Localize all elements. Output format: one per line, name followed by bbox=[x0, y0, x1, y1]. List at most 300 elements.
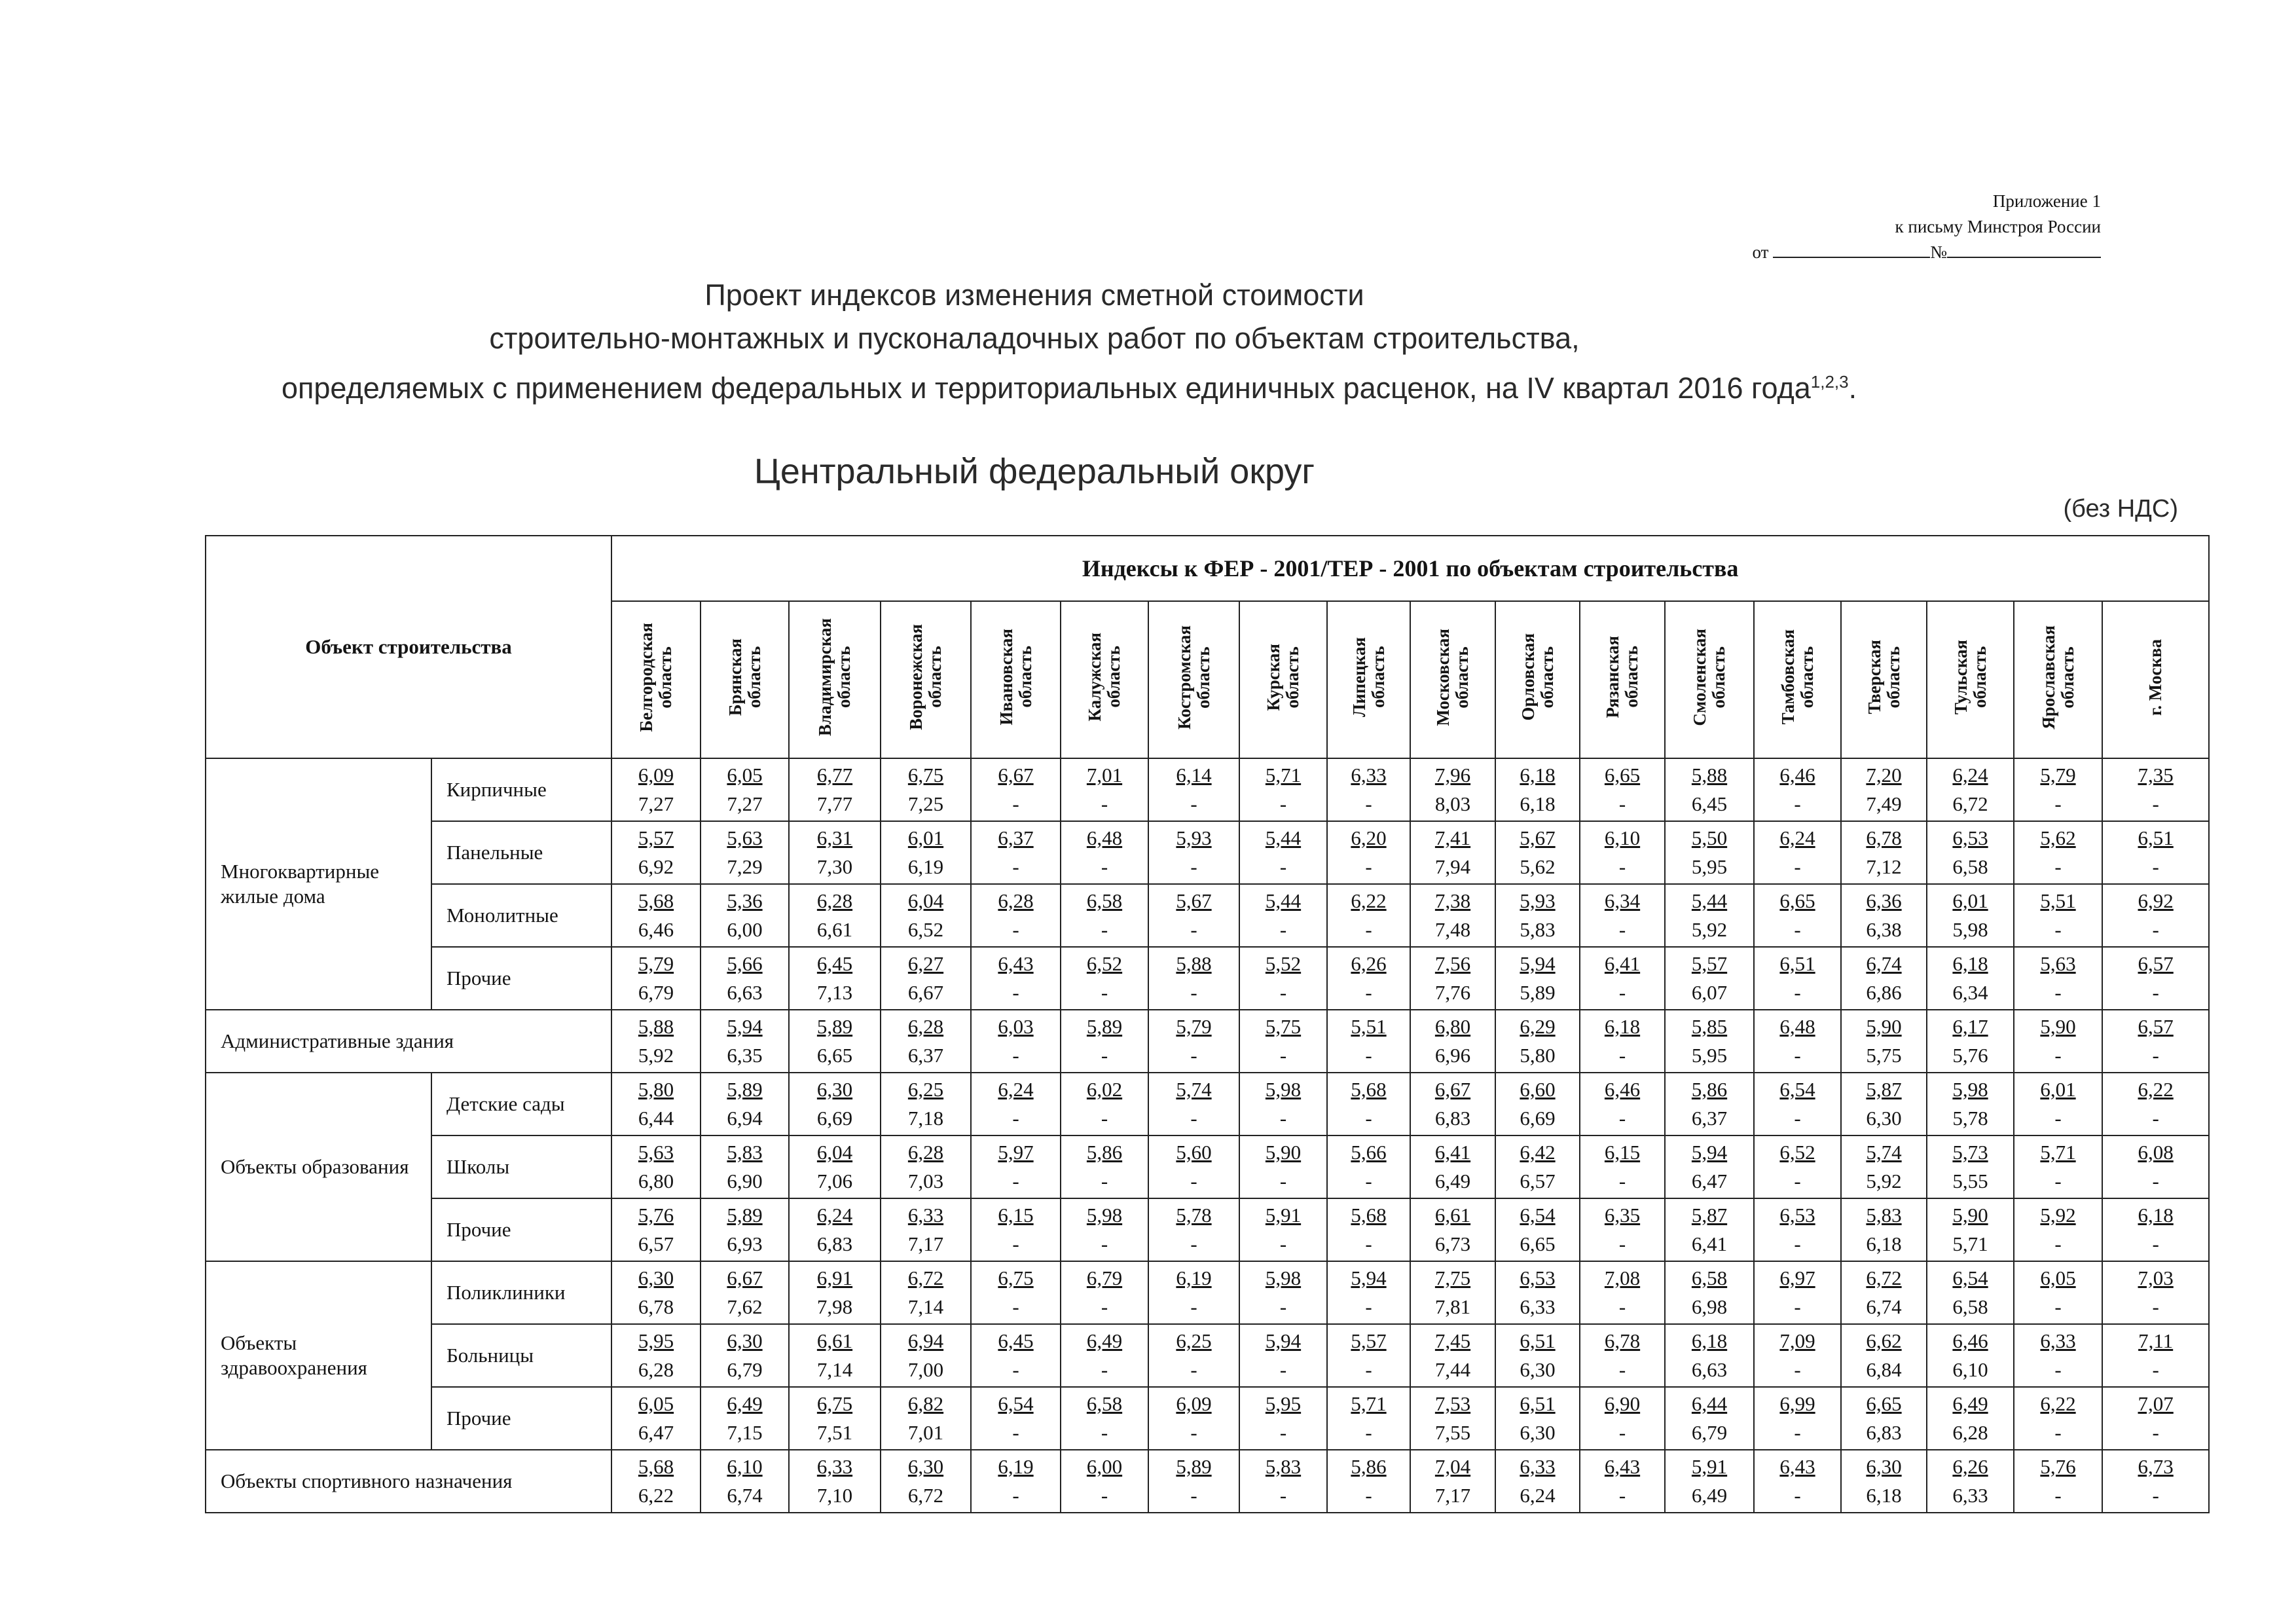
fer-index-value: 6,33 bbox=[1520, 1455, 1556, 1478]
region-header-11 bbox=[1580, 601, 1665, 758]
index-cell bbox=[1410, 1261, 1495, 1324]
ter-index-value: 6,10 bbox=[1952, 1358, 1988, 1381]
fer-index-value: 6,94 bbox=[907, 1329, 944, 1352]
index-cell bbox=[1239, 1387, 1327, 1450]
ter-index-value: - bbox=[1794, 1358, 1801, 1381]
ter-index-value: - bbox=[1101, 981, 1108, 1004]
ter-index-value: - bbox=[1190, 918, 1197, 941]
index-cell bbox=[971, 1135, 1061, 1198]
appendix-number-sign: № bbox=[1930, 242, 1947, 262]
index-cell bbox=[1148, 947, 1239, 1010]
ter-index-value: - bbox=[1101, 1232, 1108, 1255]
fer-index-value: 5,94 bbox=[1265, 1329, 1302, 1352]
index-cell bbox=[2014, 1198, 2102, 1261]
ter-index-value: - bbox=[1618, 792, 1626, 815]
object-group-label: Многоквартирные жилые дома bbox=[206, 758, 431, 1010]
index-cell bbox=[2102, 758, 2209, 821]
index-cell bbox=[1327, 884, 1410, 947]
index-cell bbox=[1239, 1010, 1327, 1073]
index-cell bbox=[1841, 821, 1927, 884]
ter-index-value: 7,13 bbox=[816, 981, 853, 1004]
fer-index-value: 5,79 bbox=[1176, 1015, 1212, 1038]
region-header-0 bbox=[611, 601, 701, 758]
ter-index-value: 5,95 bbox=[1691, 1044, 1728, 1067]
fer-index-value: 6,51 bbox=[1779, 952, 1815, 975]
region-header-10 bbox=[1495, 601, 1580, 758]
ter-index-value: - bbox=[1279, 1044, 1287, 1067]
ter-index-value: 7,01 bbox=[907, 1421, 944, 1444]
ter-index-value: - bbox=[1618, 1358, 1626, 1381]
fer-index-value: 5,66 bbox=[727, 952, 763, 975]
fer-index-value: 5,63 bbox=[638, 1141, 674, 1164]
index-cell bbox=[881, 884, 971, 947]
fer-index-value: 7,38 bbox=[1434, 889, 1471, 912]
index-cell bbox=[1754, 1261, 1841, 1324]
fer-index-value: 6,99 bbox=[1779, 1392, 1815, 1415]
fer-index-value: 5,88 bbox=[1691, 764, 1728, 786]
fer-index-value: 6,49 bbox=[1086, 1329, 1123, 1352]
fer-index-value: 5,73 bbox=[1952, 1141, 1988, 1164]
index-cell bbox=[971, 1387, 1061, 1450]
object-subtype-label: Поликлиники bbox=[431, 1261, 611, 1324]
ter-index-value: - bbox=[1101, 918, 1108, 941]
ter-index-value: - bbox=[1190, 1421, 1197, 1444]
fer-index-value: 6,52 bbox=[1086, 952, 1123, 975]
index-cell bbox=[1410, 758, 1495, 821]
fer-index-value: 5,88 bbox=[1176, 952, 1212, 975]
fer-index-value: 5,51 bbox=[2040, 889, 2076, 912]
index-cell bbox=[2102, 947, 2209, 1010]
ter-index-value: 6,57 bbox=[1520, 1170, 1556, 1192]
ter-index-value: - bbox=[1279, 855, 1287, 878]
ter-index-value: - bbox=[2152, 1232, 2159, 1255]
fer-index-value: 5,80 bbox=[638, 1078, 674, 1101]
index-cell bbox=[1410, 1324, 1495, 1387]
fer-index-value: 5,88 bbox=[638, 1015, 674, 1038]
index-cell bbox=[2102, 1324, 2209, 1387]
fer-index-value: 6,97 bbox=[1779, 1266, 1815, 1289]
fer-index-value: 5,98 bbox=[1265, 1078, 1302, 1101]
fer-index-value: 5,85 bbox=[1691, 1015, 1728, 1038]
fer-index-value: 6,26 bbox=[1351, 952, 1387, 975]
fer-index-value: 5,68 bbox=[638, 1455, 674, 1478]
index-cell bbox=[1580, 947, 1665, 1010]
object-subtype-label: Прочие bbox=[431, 1198, 611, 1261]
index-cell bbox=[789, 1010, 881, 1073]
ter-index-value: - bbox=[1012, 981, 1019, 1004]
fer-index-value: 5,52 bbox=[1265, 952, 1302, 975]
index-cell bbox=[1841, 1198, 1927, 1261]
ter-index-value: - bbox=[1190, 1484, 1197, 1507]
index-cell bbox=[1327, 1387, 1410, 1450]
index-cell bbox=[971, 1010, 1061, 1073]
fer-index-value: 6,51 bbox=[2138, 826, 2174, 849]
ter-index-value: 6,30 bbox=[1866, 1107, 1902, 1130]
ter-index-value: - bbox=[1101, 1358, 1108, 1381]
fer-index-value: 5,98 bbox=[1086, 1204, 1123, 1227]
index-cell bbox=[971, 1073, 1061, 1135]
index-cell bbox=[1148, 821, 1239, 884]
ter-index-value: 6,47 bbox=[1691, 1170, 1728, 1192]
fer-index-value: 6,49 bbox=[1952, 1392, 1988, 1415]
index-cell bbox=[1754, 1324, 1841, 1387]
fer-index-value: 6,53 bbox=[1520, 1266, 1556, 1289]
fer-index-value: 5,50 bbox=[1691, 826, 1728, 849]
ter-index-value: 7,06 bbox=[816, 1170, 853, 1192]
fer-index-value: 6,28 bbox=[998, 889, 1034, 912]
table-row bbox=[206, 947, 2209, 1010]
index-cell bbox=[971, 1261, 1061, 1324]
region-name: Брянская область bbox=[725, 638, 764, 716]
ter-index-value: - bbox=[1101, 1484, 1108, 1507]
indices-header: Индексы к ФЕР - 2001/ТЕР - 2001 по объектам строительства bbox=[611, 536, 2209, 601]
region-header-7 bbox=[1239, 601, 1327, 758]
fer-index-value: 6,49 bbox=[727, 1392, 763, 1415]
appendix-date-prefix: от bbox=[1752, 242, 1769, 262]
table-row bbox=[206, 1324, 2209, 1387]
ter-index-value: - bbox=[1279, 792, 1287, 815]
fer-index-value: 6,80 bbox=[1434, 1015, 1471, 1038]
region-name: Воронежская область bbox=[906, 624, 945, 730]
ter-index-value: - bbox=[2152, 1484, 2159, 1507]
ter-index-value: 6,18 bbox=[1866, 1484, 1902, 1507]
fer-index-value: 5,44 bbox=[1265, 826, 1302, 849]
ter-index-value: - bbox=[1279, 918, 1287, 941]
fer-index-value: 6,44 bbox=[1691, 1392, 1728, 1415]
ter-index-value: - bbox=[1190, 855, 1197, 878]
fer-index-value: 6,34 bbox=[1604, 889, 1641, 912]
index-cell bbox=[881, 1450, 971, 1513]
ter-index-value: 6,58 bbox=[1952, 1295, 1988, 1318]
ter-index-value: 6,49 bbox=[1691, 1484, 1728, 1507]
index-cell bbox=[2102, 821, 2209, 884]
fer-index-value: 7,20 bbox=[1866, 764, 1902, 786]
ter-index-value: - bbox=[1279, 1232, 1287, 1255]
ter-index-value: 7,51 bbox=[816, 1421, 853, 1444]
index-cell bbox=[881, 1387, 971, 1450]
fer-index-value: 6,46 bbox=[1604, 1078, 1641, 1101]
fer-index-value: 5,78 bbox=[1176, 1204, 1212, 1227]
fer-index-value: 6,18 bbox=[1520, 764, 1556, 786]
region-name: Ивановская область bbox=[996, 629, 1035, 726]
ter-index-value: 6,63 bbox=[1691, 1358, 1728, 1381]
object-subtype-label: Больницы bbox=[431, 1324, 611, 1387]
ter-index-value: - bbox=[1279, 1107, 1287, 1130]
fer-index-value: 6,65 bbox=[1604, 764, 1641, 786]
fer-index-value: 6,26 bbox=[1952, 1455, 1988, 1478]
index-cell bbox=[1061, 1073, 1148, 1135]
fer-index-value: 6,19 bbox=[998, 1455, 1034, 1478]
fer-index-value: 5,98 bbox=[1265, 1266, 1302, 1289]
fer-index-value: 6,82 bbox=[907, 1392, 944, 1415]
appendix-date-blank bbox=[1773, 257, 1930, 258]
fer-index-value: 5,74 bbox=[1176, 1078, 1212, 1101]
ter-index-value: - bbox=[1365, 1484, 1372, 1507]
fer-index-value: 6,65 bbox=[1779, 889, 1815, 912]
index-cell bbox=[1327, 1261, 1410, 1324]
region-header-8 bbox=[1327, 601, 1410, 758]
region-header-6 bbox=[1148, 601, 1239, 758]
fer-index-value: 6,22 bbox=[2040, 1392, 2076, 1415]
index-cell bbox=[1148, 1198, 1239, 1261]
index-cell bbox=[1061, 1135, 1148, 1198]
appendix-line-3 bbox=[1753, 240, 2101, 265]
ter-index-value: 6,22 bbox=[638, 1484, 674, 1507]
index-cell bbox=[701, 1198, 789, 1261]
index-cell bbox=[1495, 1198, 1580, 1261]
region-header-15 bbox=[1927, 601, 2014, 758]
ter-index-value: 6,63 bbox=[727, 981, 763, 1004]
table-row bbox=[206, 1135, 2209, 1198]
ter-index-value: - bbox=[1279, 1295, 1287, 1318]
ter-index-value: - bbox=[2152, 1421, 2159, 1444]
index-cell bbox=[1665, 1135, 1754, 1198]
fer-index-value: 5,75 bbox=[1265, 1015, 1302, 1038]
index-cell bbox=[1927, 1198, 2014, 1261]
object-subtype-label: Школы bbox=[431, 1135, 611, 1198]
ter-index-value: 8,03 bbox=[1434, 792, 1471, 815]
ter-index-value: 7,55 bbox=[1434, 1421, 1471, 1444]
ter-index-value: 6,98 bbox=[1691, 1295, 1728, 1318]
index-cell bbox=[1495, 1010, 1580, 1073]
fer-index-value: 5,90 bbox=[1265, 1141, 1302, 1164]
fer-index-value: 6,75 bbox=[907, 764, 944, 786]
region-header-17 bbox=[2102, 601, 2209, 758]
fer-index-value: 6,43 bbox=[1604, 1455, 1641, 1478]
index-cell bbox=[1665, 821, 1754, 884]
fer-index-value: 6,01 bbox=[2040, 1078, 2076, 1101]
index-cell bbox=[1495, 1073, 1580, 1135]
index-cell bbox=[1841, 884, 1927, 947]
ter-index-value: 6,35 bbox=[727, 1044, 763, 1067]
index-cell bbox=[611, 947, 701, 1010]
fer-index-value: 6,45 bbox=[998, 1329, 1034, 1352]
ter-index-value: 6,37 bbox=[907, 1044, 944, 1067]
index-cell bbox=[701, 947, 789, 1010]
fer-index-value: 5,89 bbox=[816, 1015, 853, 1038]
title-footnote-marks: 1,2,3 bbox=[1810, 372, 1849, 392]
index-cell bbox=[1754, 758, 1841, 821]
title-line-2: строительно-монтажных и пусконаладочных работ по объектам строительства, bbox=[489, 322, 1580, 355]
ter-index-value: - bbox=[1101, 855, 1108, 878]
ter-index-value: 7,12 bbox=[1866, 855, 1902, 878]
index-cell bbox=[1410, 947, 1495, 1010]
ter-index-value: 6,83 bbox=[1434, 1107, 1471, 1130]
index-cell bbox=[2014, 1387, 2102, 1450]
fer-index-value: 5,74 bbox=[1866, 1141, 1902, 1164]
table-row bbox=[206, 884, 2209, 947]
index-cell bbox=[701, 1010, 789, 1073]
fer-index-value: 5,36 bbox=[727, 889, 763, 912]
fer-index-value: 5,90 bbox=[2040, 1015, 2076, 1038]
fer-index-value: 6,61 bbox=[816, 1329, 853, 1352]
index-cell bbox=[1580, 1198, 1665, 1261]
fer-index-value: 6,35 bbox=[1604, 1204, 1641, 1227]
ter-index-value: - bbox=[2152, 1295, 2159, 1318]
fer-index-value: 5,94 bbox=[1520, 952, 1556, 975]
fer-index-value: 6,30 bbox=[907, 1455, 944, 1478]
index-cell bbox=[2102, 1387, 2209, 1450]
fer-index-value: 5,86 bbox=[1691, 1078, 1728, 1101]
table-body bbox=[206, 758, 2209, 1513]
fer-index-value: 6,67 bbox=[727, 1266, 763, 1289]
index-cell bbox=[611, 1450, 701, 1513]
index-cell bbox=[1148, 1387, 1239, 1450]
ter-index-value: - bbox=[1618, 1421, 1626, 1444]
index-cell bbox=[789, 1261, 881, 1324]
ter-index-value: 7,03 bbox=[907, 1170, 944, 1192]
region-name: Липецкая область bbox=[1349, 637, 1388, 718]
ter-index-value: 5,80 bbox=[1520, 1044, 1556, 1067]
index-cell bbox=[1665, 1450, 1754, 1513]
index-cell bbox=[1061, 1324, 1148, 1387]
ter-index-value: - bbox=[1794, 1107, 1801, 1130]
ter-index-value: - bbox=[2054, 1295, 2062, 1318]
ter-index-value: 6,92 bbox=[638, 855, 674, 878]
index-cell bbox=[1841, 758, 1927, 821]
fer-index-value: 5,94 bbox=[1691, 1141, 1728, 1164]
index-cell bbox=[2014, 1073, 2102, 1135]
fer-index-value: 6,60 bbox=[1520, 1078, 1556, 1101]
index-cell bbox=[1754, 1073, 1841, 1135]
fer-index-value: 6,33 bbox=[2040, 1329, 2076, 1352]
title-line-3 bbox=[282, 360, 1857, 410]
title-line-3-text: определяемых с применением федеральных и территориальных единичных расценок, на IV квартал 2016 года bbox=[282, 371, 1811, 405]
fer-index-value: 6,24 bbox=[998, 1078, 1034, 1101]
ter-index-value: 6,38 bbox=[1866, 918, 1902, 941]
index-cell bbox=[1061, 821, 1148, 884]
ter-index-value: 5,62 bbox=[1520, 855, 1556, 878]
ter-index-value: - bbox=[2054, 1421, 2062, 1444]
ter-index-value: - bbox=[1794, 1421, 1801, 1444]
fer-index-value: 6,33 bbox=[907, 1204, 944, 1227]
ter-index-value: 7,17 bbox=[1434, 1484, 1471, 1507]
ter-index-value: 6,49 bbox=[1434, 1170, 1471, 1192]
ter-index-value: 6,30 bbox=[1520, 1358, 1556, 1381]
fer-index-value: 5,94 bbox=[1351, 1266, 1387, 1289]
ter-index-value: - bbox=[1101, 1107, 1108, 1130]
region-header-13 bbox=[1754, 601, 1841, 758]
index-cell bbox=[1061, 1198, 1148, 1261]
fer-index-value: 6,15 bbox=[1604, 1141, 1641, 1164]
ter-index-value: - bbox=[1794, 1484, 1801, 1507]
ter-index-value: 6,44 bbox=[638, 1107, 674, 1130]
ter-index-value: 6,61 bbox=[816, 918, 853, 941]
fer-index-value: 5,63 bbox=[727, 826, 763, 849]
ter-index-value: - bbox=[2152, 1170, 2159, 1192]
ter-index-value: - bbox=[1012, 1044, 1019, 1067]
index-cell bbox=[1327, 758, 1410, 821]
index-cell bbox=[1754, 1135, 1841, 1198]
index-cell bbox=[789, 1135, 881, 1198]
fer-index-value: 6,61 bbox=[1434, 1204, 1471, 1227]
index-cell bbox=[789, 947, 881, 1010]
index-cell bbox=[1580, 1324, 1665, 1387]
index-cell bbox=[1410, 1073, 1495, 1135]
ter-index-value: 6,73 bbox=[1434, 1232, 1471, 1255]
index-cell bbox=[881, 1135, 971, 1198]
index-cell bbox=[971, 1450, 1061, 1513]
fer-index-value: 6,15 bbox=[998, 1204, 1034, 1227]
ter-index-value: 5,95 bbox=[1691, 855, 1728, 878]
fer-index-value: 6,92 bbox=[2138, 889, 2174, 912]
index-cell bbox=[1841, 1387, 1927, 1450]
fer-index-value: 6,18 bbox=[1691, 1329, 1728, 1352]
index-cell bbox=[1580, 884, 1665, 947]
fer-index-value: 6,28 bbox=[816, 889, 853, 912]
index-cell bbox=[1410, 1198, 1495, 1261]
appendix-line-1: Приложение 1 bbox=[1992, 191, 2101, 211]
ter-index-value: 6,86 bbox=[1866, 981, 1902, 1004]
index-cell bbox=[1327, 947, 1410, 1010]
fer-index-value: 6,01 bbox=[1952, 889, 1988, 912]
object-subtype-label: Кирпичные bbox=[431, 758, 611, 821]
fer-index-value: 6,01 bbox=[907, 826, 944, 849]
fer-index-value: 6,29 bbox=[1520, 1015, 1556, 1038]
ter-index-value: - bbox=[1190, 1107, 1197, 1130]
index-cell bbox=[2014, 1261, 2102, 1324]
fer-index-value: 7,96 bbox=[1434, 764, 1471, 786]
ter-index-value: 7,18 bbox=[907, 1107, 944, 1130]
ter-index-value: 5,89 bbox=[1520, 981, 1556, 1004]
index-cell bbox=[611, 1073, 701, 1135]
ter-index-value: - bbox=[2054, 855, 2062, 878]
ter-index-value: 7,62 bbox=[727, 1295, 763, 1318]
fer-index-value: 6,41 bbox=[1604, 952, 1641, 975]
fer-index-value: 6,14 bbox=[1176, 764, 1212, 786]
fer-index-value: 6,43 bbox=[998, 952, 1034, 975]
fer-index-value: 6,10 bbox=[727, 1455, 763, 1478]
table-row bbox=[206, 1450, 2209, 1513]
index-cell bbox=[1665, 1324, 1754, 1387]
fer-index-value: 5,62 bbox=[2040, 826, 2076, 849]
index-cell bbox=[789, 1073, 881, 1135]
fer-index-value: 6,10 bbox=[1604, 826, 1641, 849]
fer-index-value: 5,76 bbox=[2040, 1455, 2076, 1478]
index-cell bbox=[1061, 758, 1148, 821]
fer-index-value: 6,67 bbox=[998, 764, 1034, 786]
index-cell bbox=[1580, 821, 1665, 884]
index-cell bbox=[611, 1261, 701, 1324]
ter-index-value: 6,78 bbox=[638, 1295, 674, 1318]
fer-index-value: 6,18 bbox=[1952, 952, 1988, 975]
index-cell bbox=[971, 1324, 1061, 1387]
index-cell bbox=[881, 1261, 971, 1324]
index-cell bbox=[1061, 1261, 1148, 1324]
ter-index-value: 6,80 bbox=[638, 1170, 674, 1192]
ter-index-value: - bbox=[1365, 981, 1372, 1004]
ter-index-value: - bbox=[1794, 1295, 1801, 1318]
ter-index-value: 6,94 bbox=[727, 1107, 763, 1130]
index-cell bbox=[1665, 758, 1754, 821]
ter-index-value: 5,76 bbox=[1952, 1044, 1988, 1067]
index-cell bbox=[1148, 1324, 1239, 1387]
ter-index-value: 5,78 bbox=[1952, 1107, 1988, 1130]
index-cell bbox=[1061, 947, 1148, 1010]
fer-index-value: 7,08 bbox=[1604, 1266, 1641, 1289]
fer-index-value: 5,68 bbox=[1351, 1204, 1387, 1227]
fer-index-value: 5,98 bbox=[1952, 1078, 1988, 1101]
ter-index-value: 6,18 bbox=[1520, 792, 1556, 815]
ter-index-value: - bbox=[1279, 981, 1287, 1004]
title-line-1: Проект индексов изменения сметной стоимости bbox=[704, 278, 1364, 312]
region-name: Тамбовская область bbox=[1777, 629, 1817, 725]
fer-index-value: 6,54 bbox=[1520, 1204, 1556, 1227]
fer-index-value: 6,31 bbox=[816, 826, 853, 849]
fer-index-value: 6,48 bbox=[1779, 1015, 1815, 1038]
index-cell bbox=[701, 1261, 789, 1324]
fer-index-value: 6,04 bbox=[907, 889, 944, 912]
